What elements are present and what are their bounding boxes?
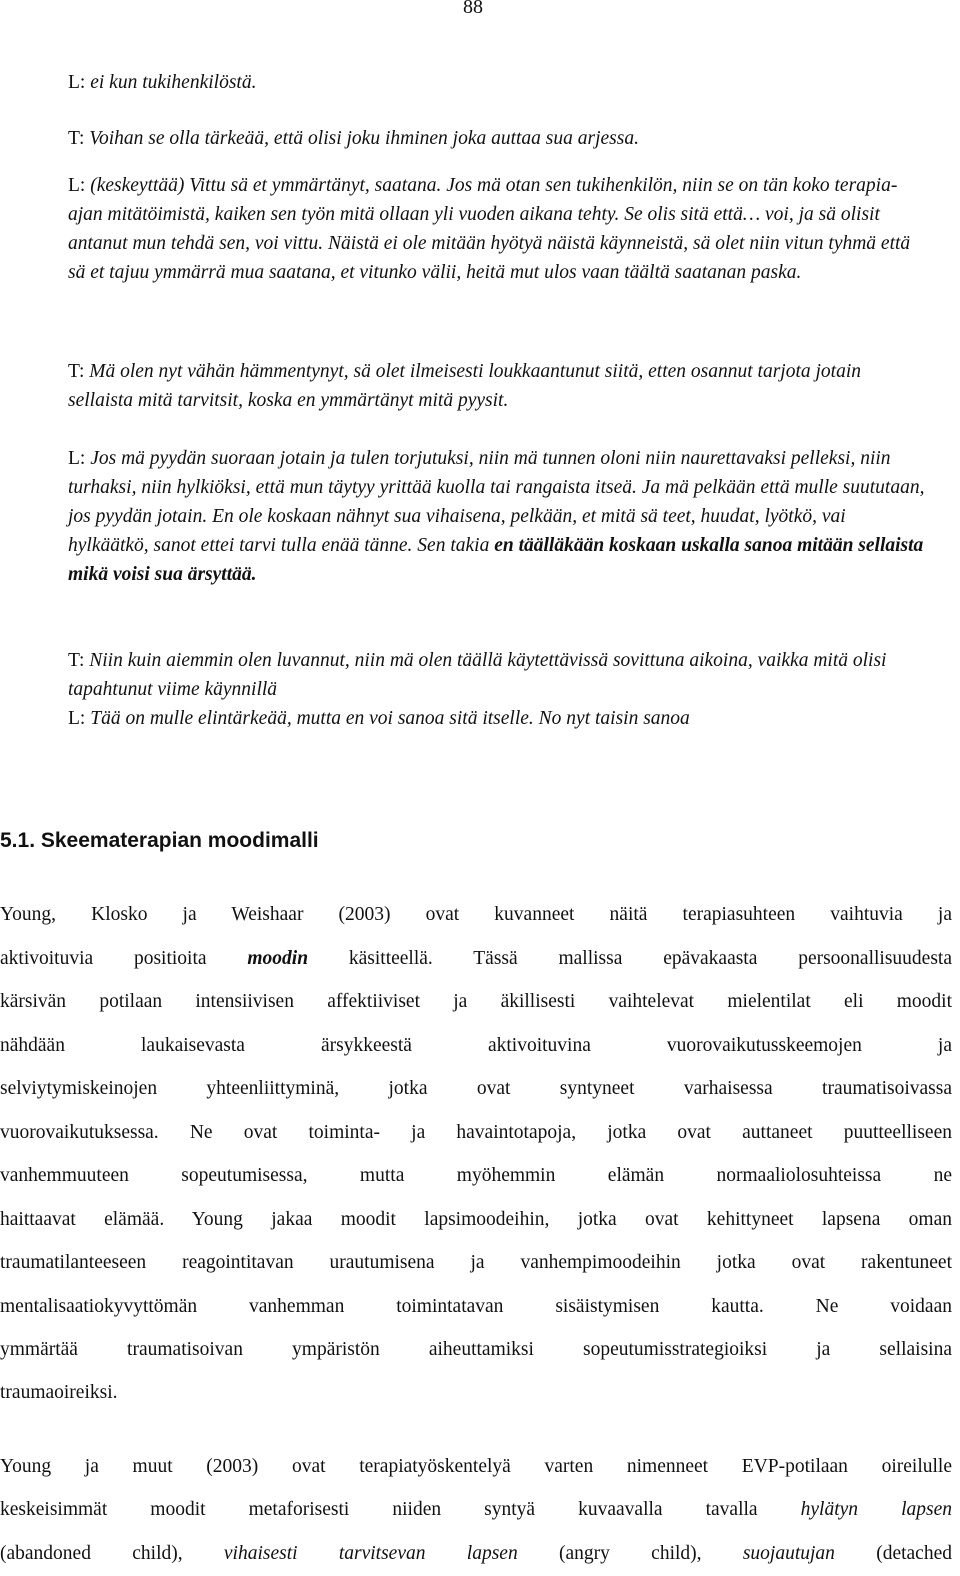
speaker-label: L:: [68, 175, 86, 196]
paragraph-line: aktivoituvia positioita moodin käsitteellä. Tässä mallissa epävakaasta persoonallisuudesta: [0, 948, 953, 969]
dialogue-text: Tää on mulle elintärkeää, mutta en voi sanoa sitä itselle. No nyt taisin sanoa: [85, 708, 690, 729]
dialogue-turn: [68, 68, 928, 97]
dialogue-turn: [68, 704, 928, 733]
dialogue-turn: [68, 357, 928, 415]
emphasized-term: vihaisesti tarvitsevan lapsen: [223, 1543, 518, 1564]
paragraph-line: selviytymiskeinojen yhteenliittyminä, jotka ovat syntyneet varhaisessa traumatisoivassa: [0, 1078, 952, 1099]
paragraph-line: mentalisaatiokyvyttömän vanhemman toimintatavan sisäistymisen kautta. Ne voidaan: [0, 1296, 952, 1317]
dialogue-text: (keskeyttää) Vittu sä et ymmärtänyt, saatana. Jos mä otan sen tukihenkilön, niin se on tän koko terapia-ajan mitätöimistä, kaiken sen työn mitä ollaan yli vuoden aikana tehty. Se olis sitä että… voi, ja sä olisit antanut mun tehdä sen, voi vittu. Näistä ei ole mitään hyötyä näistä käynneistä, sä olet niin vitun tyhmä että sä et tajuu ymmärrä mua saatana, et vitunko välii, heitä mut ulos vaan täältä saatanan paska.: [68, 175, 911, 283]
dialogue-turn: [68, 171, 928, 287]
paragraph-line: ymmärtää traumatisoivan ympäristön aiheuttamiksi sopeutumisstrategioiksi ja sellaisina: [0, 1339, 952, 1360]
dialogue-text: ei kun tukihenkilöstä.: [85, 72, 257, 93]
emphasized-term: moodin: [247, 948, 309, 969]
paragraph-line: keskeisimmät moodit metaforisesti niiden syntyä kuvaavalla tavalla hylätyn lapsen: [0, 1499, 952, 1520]
dialogue-text: Voihan se olla tärkeää, että olisi joku ihminen joka auttaa sua arjessa.: [84, 128, 639, 149]
page-number: 88: [463, 0, 483, 18]
dialogue-text: Jos mä pyydän suoraan jotain ja tulen torjutuksi, niin mä tunnen oloni niin naurettavaksi pelleksi, niin turhaksi, niin hylkiöksi, että mun täytyy yrittää kuolla tai rangaista itseä. Ja mä pelkään että mulle suututaan, jos pyydän jotain. En ole koskaan nähnyt sua vihaisena, pelkään, et mitä sä teet, huudat, lyötkö, vai hylkäätkö, sanot ettei tarvi tulla enää tänne. Sen takia: [68, 448, 925, 556]
section-heading: 5.1. Skeematerapian moodimalli: [0, 829, 319, 852]
dialogue-text: Niin kuin aiemmin olen luvannut, niin mä olen täällä käytettävissä sovittuna aikoina, vaikka mitä olisi tapahtunut viime käynnillä: [68, 650, 887, 700]
speaker-label: L:: [68, 72, 86, 93]
paragraph-line: Young, Klosko ja Weishaar (2003) ovat kuvanneet näitä terapiasuhteen vaihtuvia ja: [0, 904, 952, 925]
paragraph-line: nähdään laukaisevasta ärsykkeestä aktivoituvina vuorovaikutusskeemojen ja: [0, 1035, 952, 1056]
paragraph-line: vanhemmuuteen sopeutumisessa, mutta myöhemmin elämän normaaliolosuhteissa ne: [0, 1165, 952, 1186]
speaker-label: T:: [68, 650, 85, 671]
dialogue-text: Mä olen nyt vähän hämmentynyt, sä olet ilmeisesti loukkaantunut siitä, etten osannut tarjota jotain sellaista mitä tarvitsit, koska en ymmärtänyt mitä pyysit.: [68, 361, 862, 411]
speaker-label: L:: [68, 708, 86, 729]
paragraph-line: Young ja muut (2003) ovat terapiatyöskentelyä varten nimenneet EVP-potilaan oireilulle: [0, 1456, 952, 1477]
speaker-label: T:: [68, 128, 85, 149]
emphasized-term: hylätyn lapsen: [800, 1499, 952, 1520]
paragraph-line: traumatilanteeseen reagointitavan urautumisena ja vanhempimoodeihin jotka ovat rakentuneet: [0, 1252, 952, 1273]
paragraph-line: vuorovaikutuksessa. Ne ovat toiminta- ja havaintotapoja, jotka ovat auttaneet puutteelliseen: [0, 1122, 952, 1143]
speaker-label: L:: [68, 448, 86, 469]
emphasized-term: suojautujan: [742, 1543, 835, 1564]
dialogue-turn: [68, 646, 928, 704]
dialogue-turn: [68, 124, 928, 153]
paragraph-line: traumaoireiksi.: [0, 1382, 118, 1403]
emphasized-text: en täälläkään koskaan uskalla sanoa mitään sellaista mikä voisi sua ärsyttää.: [68, 535, 924, 585]
paragraph-line: haittaavat elämää. Young jakaa moodit lapsimoodeihin, jotka ovat kehittyneet lapsena oman: [0, 1209, 952, 1230]
paragraph-line: (abandoned child), vihaisesti tarvitsevan lapsen (angry child), suojautujan (detached: [0, 1543, 952, 1564]
dialogue-turn: [68, 444, 928, 589]
paragraph-line: kärsivän potilaan intensiivisen affektiiviset ja äkillisesti vaihtelevat mielentilat eli moodit: [0, 991, 952, 1012]
speaker-label: T:: [68, 361, 85, 382]
